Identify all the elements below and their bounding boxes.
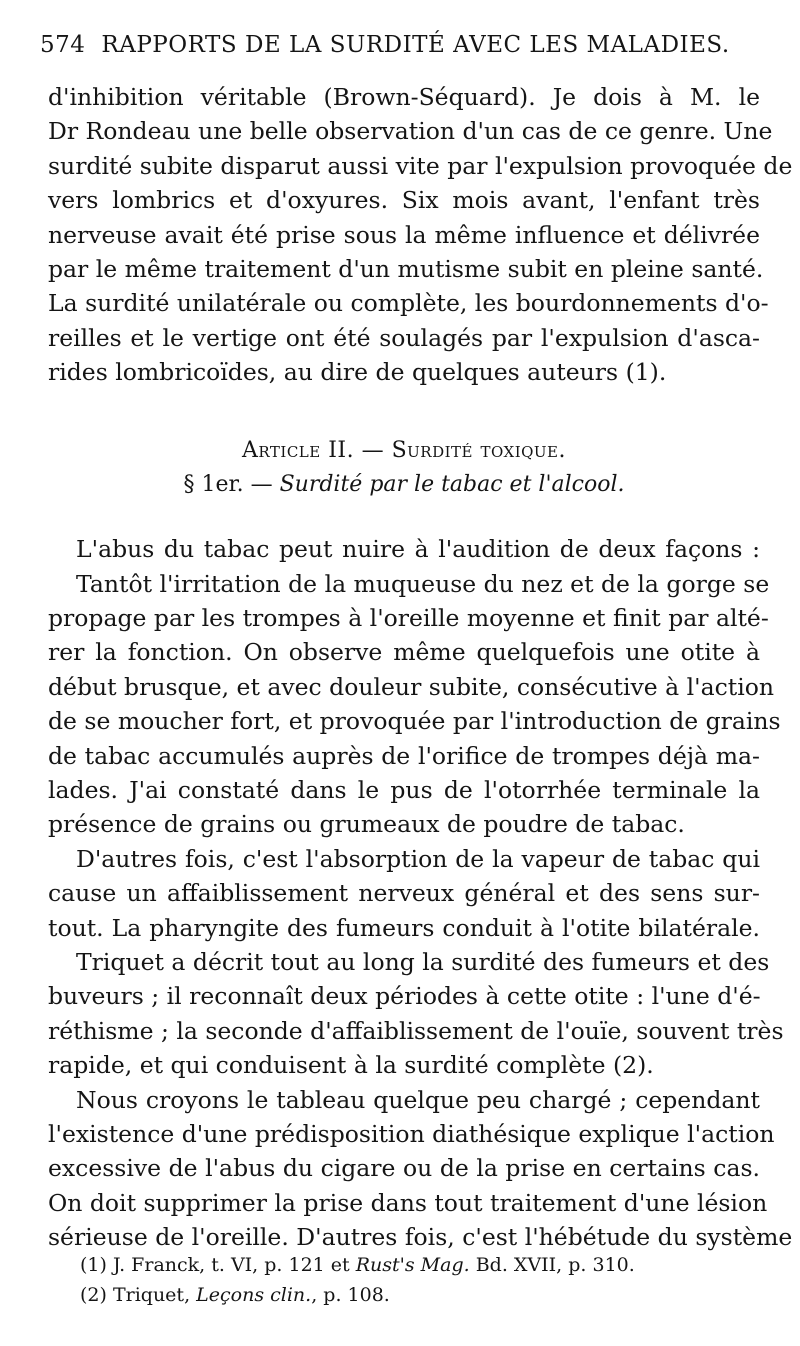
section-prefix: § 1er. — [183,471,280,497]
running-title: RAPPORTS DE LA SURDITÉ AVEC LES MALADIES. [101,32,730,58]
text-line: buveurs ; il reconnaît deux périodes à cette otite : l'une d'é- [48,982,761,1011]
text-line: vers lombrics et d'oxyures. Six mois avant, l'enfant très [48,186,760,215]
running-head [40,32,750,58]
body-text [48,80,793,1255]
text-line: lades. J'ai constaté dans le pus de l'otorrhée terminale la [48,776,760,805]
text-line: On doit supprimer la prise dans tout traitement d'une lésion [48,1188,768,1217]
text-line: présence de grains ou grumeaux de poudre de tabac. [48,810,685,839]
section-title: Surdité par le tabac et l'alcool. [279,471,625,497]
text-line: Tantôt l'irritation de la muqueuse du nez et de la gorge se [76,569,770,598]
text-line: rer la fonction. On observe même quelquefois une otite à [48,638,760,667]
footnote-italic: Leçons clin. [196,1284,312,1306]
text-line: de se moucher fort, et provoquée par l'introduction de grains [48,707,781,736]
text-line: l'existence d'une prédisposition diathésique explique l'action [48,1119,775,1148]
text-line: cause un affaiblissement nerveux général et des sens sur- [48,879,760,908]
text-line: D'autres fois, c'est l'absorption de la vapeur de tabac qui [76,844,760,873]
text-line: rapide, et qui conduisent à la surdité complète (2). [48,1051,654,1080]
text-line: L'abus du tabac peut nuire à l'audition de deux façons : [76,535,760,564]
section-heading [48,468,760,502]
footnote-1 [80,1250,760,1280]
footnote-text: (1) J. Franck, t. VI, p. 121 et [80,1254,356,1276]
text-line: surdité subite disparut aussi vite par l'expulsion provoquée de [48,151,793,180]
text-line: Nous croyons le tableau quelque peu chargé ; cependant [76,1085,760,1114]
text-line: propage par les trompes à l'oreille moyenne et finit par alté- [48,604,769,633]
page-number: 574 [40,32,86,58]
text-line: sérieuse de l'oreille. D'autres fois, c'est l'hébétude du système [48,1223,793,1252]
text-line: nerveuse avait été prise sous la même influence et délivrée [48,220,760,249]
text-line: de tabac accumulés auprès de l'orifice de trompes déjà ma- [48,741,760,770]
text-line: La surdité unilatérale ou complète, les bourdonnements d'o- [48,289,769,318]
text-line: Triquet a décrit tout au long la surdité des fumeurs et des [76,947,770,976]
footnote-text: (2) Triquet, [80,1284,197,1306]
footnote-text: , p. 108. [311,1284,390,1306]
text-line: tout. La pharyngite des fumeurs conduit à l'otite bilatérale. [48,913,760,942]
text-line: d'inhibition véritable (Brown-Séquard). Je dois à M. le [48,83,760,111]
footnote-2 [80,1280,760,1310]
footnote-text: Bd. XVII, p. 310. [469,1254,635,1276]
footnotes [80,1250,760,1310]
text-line: début brusque, et avec douleur subite, consécutive à l'action [48,672,775,701]
article-heading: Article II. — Surdité toxique. [241,437,567,463]
text-line: Dr Rondeau une belle observation d'un cas de ce genre. Une [48,117,773,146]
text-line: rides lombricoïdes, au dire de quelques auteurs (1). [48,358,667,387]
text-line: par le même traitement d'un mutisme subit en pleine santé. [48,254,764,283]
text-line: reilles et le vertige ont été soulagés par l'expulsion d'asca- [48,323,760,352]
text-line: excessive de l'abus du cigare ou de la prise en certains cas. [48,1154,760,1183]
footnote-italic: Rust's Mag. [355,1254,470,1276]
text-line: réthisme ; la seconde d'affaiblissement de l'ouïe, souvent très [48,1016,784,1045]
